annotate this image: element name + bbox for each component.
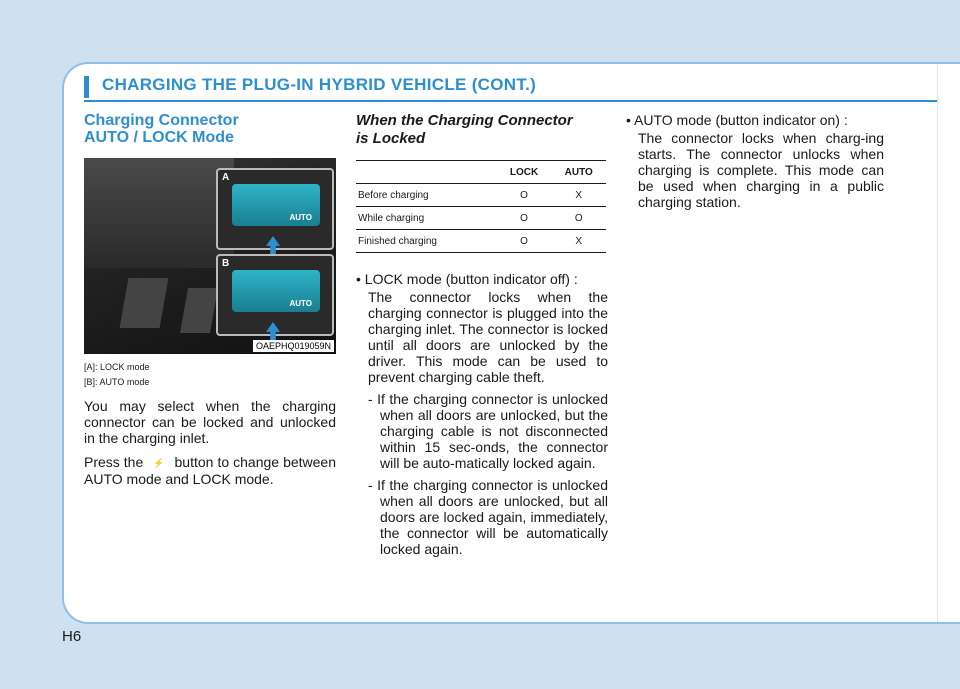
inset-label-a: A bbox=[222, 172, 230, 183]
lock-mode-sub2: - If the charging connector is unlocked when all doors are unlocked, but all doors are locked again, immediately, the connector will be automatically locked again. bbox=[368, 477, 608, 557]
para2-post: button to change between AUTO mode and LOCK mode. bbox=[84, 454, 337, 488]
table-header-cell: AUTO bbox=[551, 161, 606, 184]
left-title-line2: AUTO / LOCK Mode bbox=[84, 129, 234, 146]
table-header-row bbox=[356, 161, 606, 184]
auto-mode-bullet bbox=[626, 112, 884, 210]
manual-page bbox=[62, 62, 960, 624]
table-row bbox=[356, 207, 606, 230]
table-cell: X bbox=[551, 184, 606, 207]
middle-section-title bbox=[356, 112, 608, 148]
table-cell: Finished charging bbox=[356, 230, 497, 253]
table-header-cell bbox=[356, 161, 497, 184]
plug-button-off bbox=[232, 184, 320, 226]
left-title-line1: Charging Connector bbox=[84, 112, 239, 129]
lock-mode-heading: • LOCK mode (button indicator off) : bbox=[356, 271, 578, 287]
auto-mode-heading: • AUTO mode (button indicator on) : bbox=[626, 112, 848, 128]
table-row bbox=[356, 184, 606, 207]
figure-caption bbox=[84, 360, 336, 390]
header-rule bbox=[84, 100, 938, 102]
middle-title-line2: is Locked bbox=[356, 130, 426, 147]
left-para1: You may select when the charging connector can be locked and unlocked in the charging inlet. bbox=[84, 398, 336, 446]
lock-mode-sub1: - If the charging connector is unlocked when all doors are unlocked, but the charging cable is not disconnected within 15 sec-onds, the connector will be auto-matically locked again. bbox=[368, 391, 608, 471]
table-cell: O bbox=[497, 207, 552, 230]
table-cell: While charging bbox=[356, 207, 497, 230]
photo-code: OAEPHQ019059N bbox=[253, 340, 334, 352]
button-auto-label: AUTO bbox=[289, 299, 312, 308]
table-row bbox=[356, 230, 606, 253]
caption-b: [B]: AUTO mode bbox=[84, 377, 150, 387]
table-cell: Before charging bbox=[356, 184, 497, 207]
plug-button-on bbox=[232, 270, 320, 312]
header-accent-bar bbox=[84, 76, 89, 98]
pedal-shape bbox=[120, 278, 169, 328]
plug-auto-icon: ⚡ bbox=[153, 458, 165, 469]
middle-column bbox=[356, 112, 608, 557]
caption-a: [A]: LOCK mode bbox=[84, 362, 150, 372]
table-cell: O bbox=[551, 207, 606, 230]
lock-status-table bbox=[356, 160, 606, 253]
charging-button-photo bbox=[84, 158, 336, 354]
button-auto-label: AUTO bbox=[289, 213, 312, 222]
table-header-cell: LOCK bbox=[497, 161, 552, 184]
left-section-title bbox=[84, 112, 336, 146]
table-cell: O bbox=[497, 184, 552, 207]
para2-pre: Press the bbox=[84, 454, 144, 470]
lock-mode-bullet bbox=[356, 271, 608, 557]
left-para2 bbox=[84, 454, 336, 487]
right-column bbox=[626, 112, 884, 210]
page-number: H6 bbox=[62, 628, 82, 645]
lock-mode-body: The connector locks when the charging connector is plugged into the charging inlet. The connector is locked until all doors are unlocked by the driver. This mode can be used to prevent charging cable theft. bbox=[368, 289, 608, 385]
table-cell: O bbox=[497, 230, 552, 253]
pedal-shape bbox=[180, 288, 218, 333]
table-cell: X bbox=[551, 230, 606, 253]
inset-label-b: B bbox=[222, 258, 230, 269]
dashboard-shape bbox=[84, 158, 234, 268]
auto-mode-body: The connector locks when charg-ing starts. The connector unlocks when charging is complete. This mode can be used when charging in a public charging station. bbox=[638, 130, 884, 210]
inset-auto-mode bbox=[216, 254, 334, 336]
inset-lock-mode bbox=[216, 168, 334, 250]
section-header-title: CHARGING THE PLUG-IN HYBRID VEHICLE (CONT.) bbox=[102, 75, 537, 94]
middle-title-line1: When the Charging Connector bbox=[356, 112, 573, 129]
left-column bbox=[84, 112, 336, 487]
